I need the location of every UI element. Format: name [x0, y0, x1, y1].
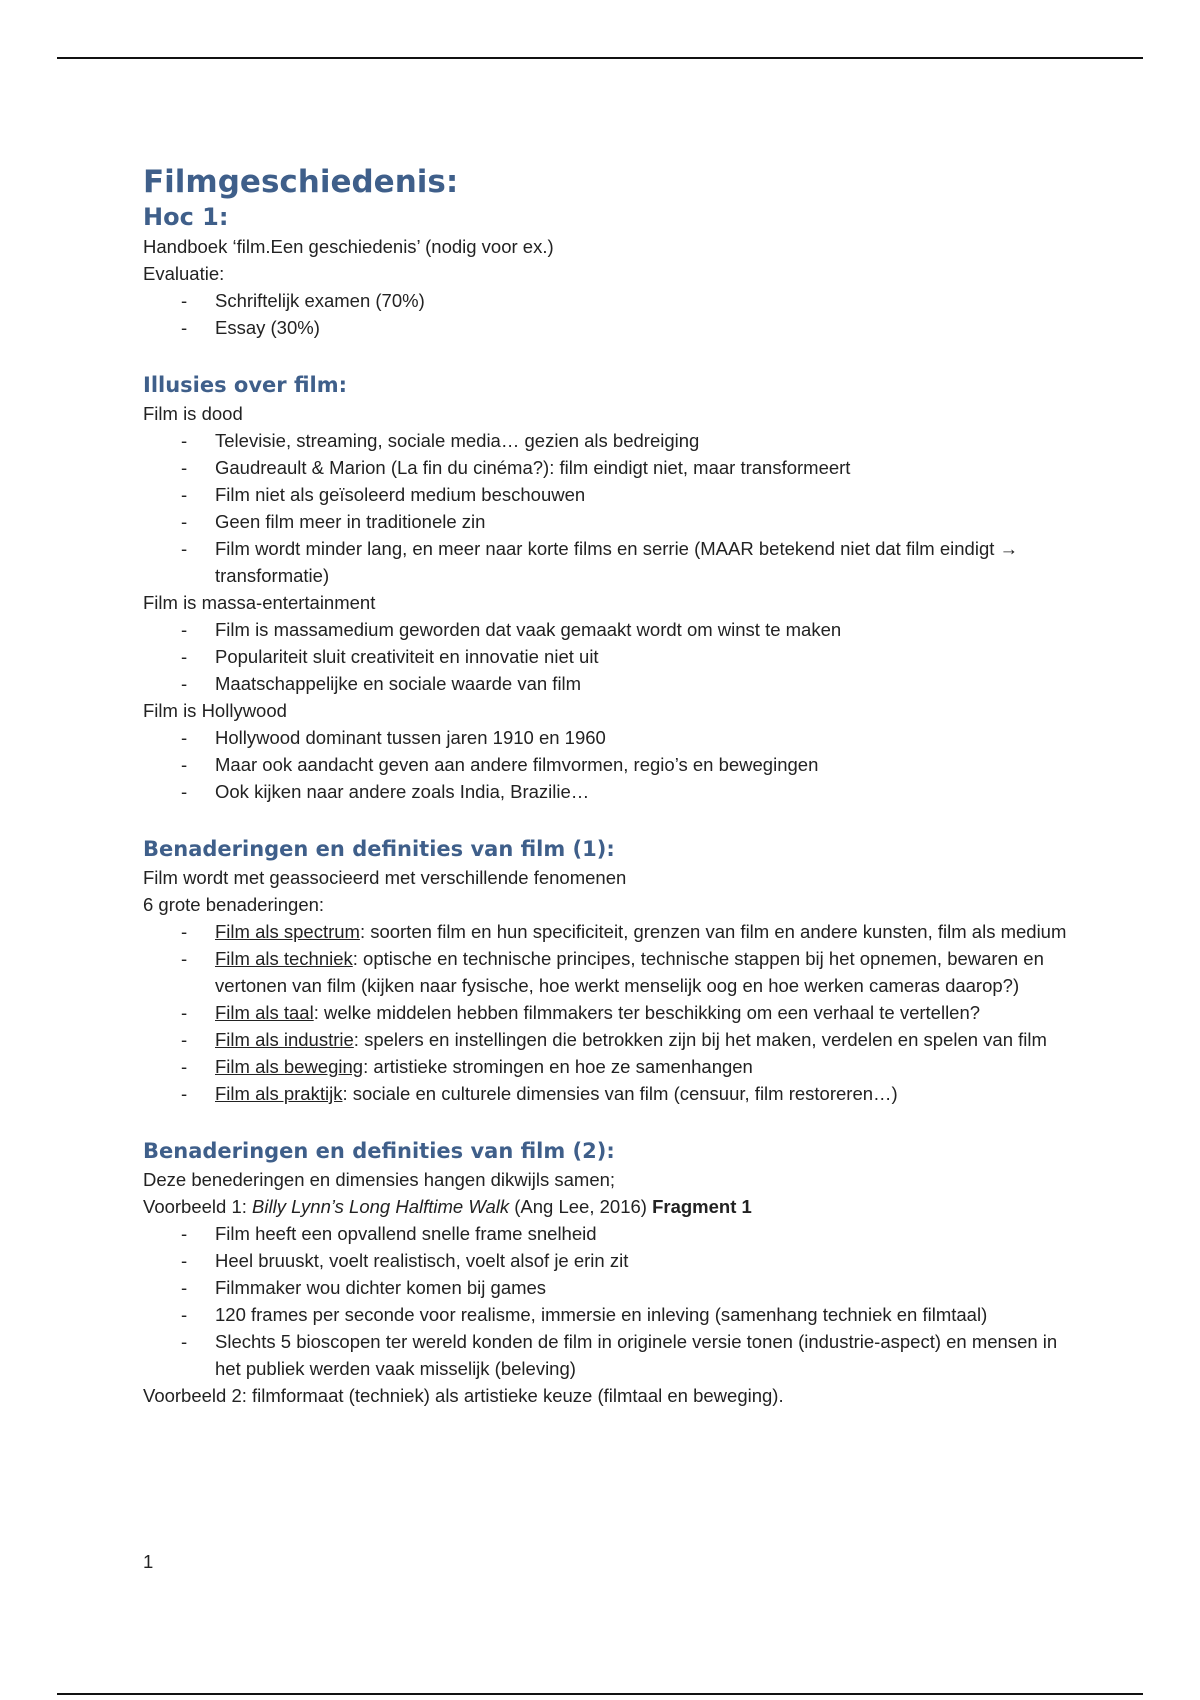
- approaches-count: 6 grote benaderingen:: [143, 894, 325, 915]
- bullet-dash: -: [181, 673, 188, 694]
- term: Film als spectrum: [215, 921, 360, 942]
- mass-list: [143, 616, 1073, 697]
- term: Film als beweging: [215, 1056, 364, 1077]
- hollywood-list: [143, 724, 1073, 805]
- bullet-dash: -: [181, 430, 188, 451]
- list-item: - Ook kijken naar andere zoals India, Brazilie…: [143, 778, 1073, 805]
- bullet-dash: -: [181, 921, 188, 942]
- bullet-dash: -: [181, 619, 188, 640]
- film-title: Billy Lynn’s Long Halftime Walk: [252, 1196, 510, 1217]
- list-item: - Film als techniek: optische en technische principes, technische stappen bij het opnemen, bewaren en vertonen van film (kijken naar fysische, hoe werkt menselijk oog en hoe werken cameras daarop?): [143, 945, 1073, 999]
- bullet-dash: -: [181, 511, 188, 532]
- bullet-dash: -: [181, 1304, 188, 1325]
- footer-rule: [57, 1693, 1143, 1695]
- list-item: - Film als beweging: artistieke stromingen en hoe ze samenhangen: [143, 1053, 1073, 1080]
- term: Film als industrie: [215, 1029, 354, 1050]
- example-2-line: Voorbeeld 2: filmformaat (techniek) als artistieke keuze (filmtaal en beweging).: [143, 1385, 784, 1406]
- list-item: - Film niet als geïsoleerd medium beschouwen: [143, 481, 1073, 508]
- list-item: - Filmmaker wou dichter komen bij games: [143, 1274, 1073, 1301]
- list-item: - Film als industrie: spelers en instellingen die betrokken zijn bij het maken, verdelen en spelen van film: [143, 1026, 1073, 1053]
- approaches-list: [143, 918, 1073, 1107]
- header-rule: [57, 57, 1143, 59]
- lecture-heading: Hoc 1:: [143, 203, 229, 231]
- dead-list: [143, 427, 1073, 589]
- bullet-dash: -: [181, 754, 188, 775]
- bullet-dash: -: [181, 781, 188, 802]
- handbook-line: Handboek ‘film.Een geschiedenis’ (nodig voor ex.): [143, 236, 554, 257]
- approaches-intro: Film wordt met geassocieerd met verschillende fenomenen: [143, 867, 627, 888]
- list-item: - Hollywood dominant tussen jaren 1910 en 1960: [143, 724, 1073, 751]
- section-heading-approaches-2: Benaderingen en definities van film (2):: [143, 1139, 615, 1163]
- bullet-dash: -: [181, 457, 188, 478]
- list-item: - Schriftelijk examen (70%): [143, 287, 1073, 314]
- list-item: - Film wordt minder lang, en meer naar korte films en serrie (MAAR betekend niet dat film eindigt → transformatie): [143, 535, 1073, 589]
- subsection-label: Film is dood: [143, 403, 243, 424]
- bullet-dash: -: [181, 1029, 188, 1050]
- term: Film als techniek: [215, 948, 353, 969]
- fragment-label: Fragment 1: [652, 1196, 752, 1217]
- section-heading-illusions: Illusies over film:: [143, 373, 347, 397]
- list-item: - Film als spectrum: soorten film en hun specificiteit, grenzen van film en andere kunsten, film als medium: [143, 918, 1073, 945]
- bullet-dash: -: [181, 1223, 188, 1244]
- list-item: - Gaudreault & Marion (La fin du cinéma?): film eindigt niet, maar transformeert: [143, 454, 1073, 481]
- term: Film als praktijk: [215, 1083, 343, 1104]
- list-item: - Slechts 5 bioscopen ter wereld konden de film in originele versie tonen (industrie-aspect) en mensen in het publiek werden vaak misselijk (beleving): [143, 1328, 1073, 1382]
- list-item: - Film heeft een opvallend snelle frame snelheid: [143, 1220, 1073, 1247]
- subsection-label: Film is Hollywood: [143, 700, 287, 721]
- list-item: - Film is massamedium geworden dat vaak gemaakt wordt om winst te maken: [143, 616, 1073, 643]
- bullet-dash: -: [181, 1250, 188, 1271]
- example-1-list: [143, 1220, 1073, 1382]
- bullet-dash: -: [181, 1083, 188, 1104]
- bullet-dash: -: [181, 290, 188, 311]
- list-item: - Televisie, streaming, sociale media… gezien als bedreiging: [143, 427, 1073, 454]
- list-item: - Film als praktijk: sociale en culturele dimensies van film (censuur, film restoreren…): [143, 1080, 1073, 1107]
- approaches2-intro: Deze benederingen en dimensies hangen dikwijls samen;: [143, 1169, 616, 1190]
- document-title: Filmgeschiedenis:: [143, 164, 459, 200]
- evaluation-label: Evaluatie:: [143, 263, 225, 284]
- list-item: - Film als taal: welke middelen hebben filmmakers ter beschikking om een verhaal te vertellen?: [143, 999, 1073, 1026]
- bullet-dash: -: [181, 1056, 188, 1077]
- list-item: - Populariteit sluit creativiteit en innovatie niet uit: [143, 643, 1073, 670]
- bullet-dash: -: [181, 538, 188, 559]
- bullet-dash: -: [181, 727, 188, 748]
- bullet-dash: -: [181, 1277, 188, 1298]
- bullet-dash: -: [181, 948, 188, 969]
- bullet-dash: -: [181, 1331, 188, 1352]
- page-number: 1: [143, 1551, 154, 1572]
- bullet-dash: -: [181, 317, 188, 338]
- list-item: - Geen film meer in traditionele zin: [143, 508, 1073, 535]
- document-page: [143, 163, 1073, 1409]
- list-item: - 120 frames per seconde voor realisme, immersie en inleving (samenhang techniek en filmtaal): [143, 1301, 1073, 1328]
- example-1-line: Voorbeeld 1: Billy Lynn’s Long Halftime Walk (Ang Lee, 2016) Fragment 1: [143, 1196, 752, 1217]
- term: Film als taal: [215, 1002, 314, 1023]
- list-item: - Essay (30%): [143, 314, 1073, 341]
- bullet-dash: -: [181, 484, 188, 505]
- list-item: - Maar ook aandacht geven aan andere filmvormen, regio’s en bewegingen: [143, 751, 1073, 778]
- section-heading-approaches-1: Benaderingen en definities van film (1):: [143, 837, 615, 861]
- list-item: - Heel bruuskt, voelt realistisch, voelt alsof je erin zit: [143, 1247, 1073, 1274]
- evaluation-list: [143, 287, 1073, 341]
- bullet-dash: -: [181, 646, 188, 667]
- bullet-dash: -: [181, 1002, 188, 1023]
- subsection-label: Film is massa-entertainment: [143, 592, 376, 613]
- list-item: - Maatschappelijke en sociale waarde van film: [143, 670, 1073, 697]
